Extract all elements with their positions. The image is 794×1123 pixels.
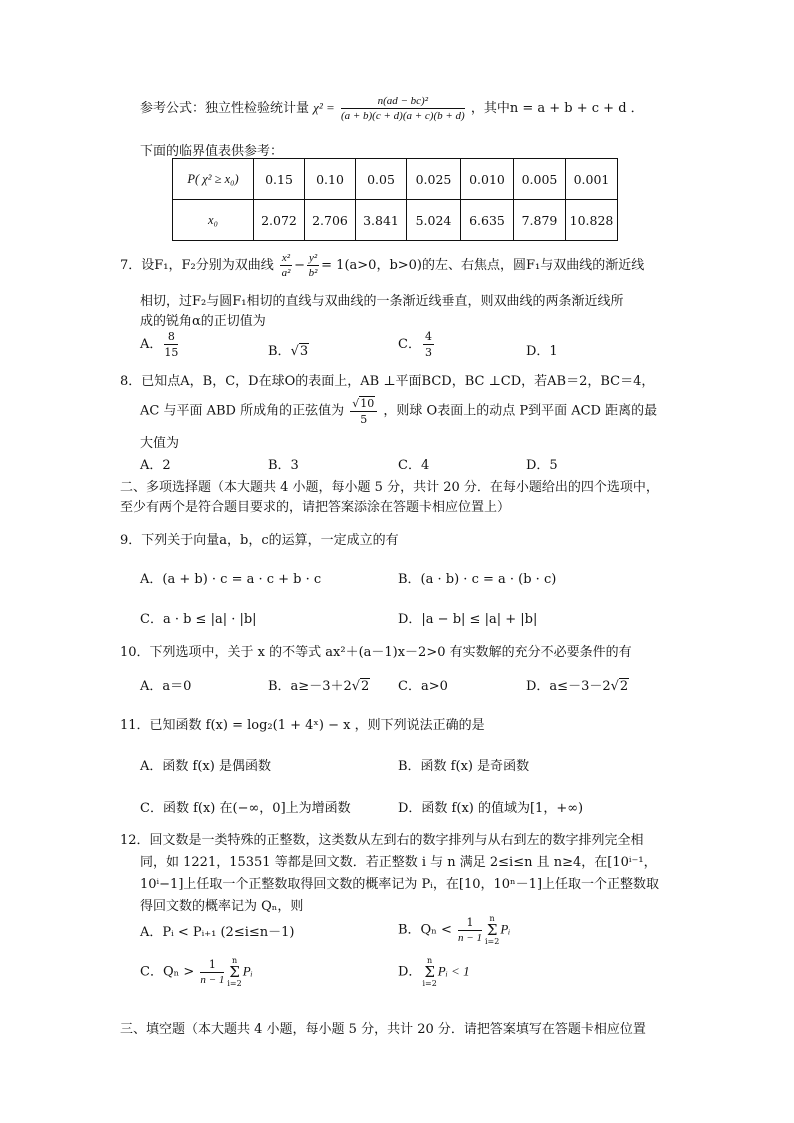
sum-term: Pᵢ bbox=[500, 921, 511, 937]
option-text: B．Qₙ < bbox=[398, 922, 452, 938]
option-text: D．a≤－3－2 bbox=[526, 679, 611, 694]
q7-option-b: B．√3 bbox=[268, 344, 309, 359]
section3-heading: 三、填空题（本大题共 4 小题，每小题 5 分，共计 20 分．请把答案填写在答题卡相应位置 bbox=[120, 1022, 646, 1037]
q11-option-a: A．函数 f(x) 是偶函数 bbox=[140, 759, 271, 774]
q7-frac-x bbox=[280, 252, 292, 279]
formula-tail: ，其中n = a + b + c + d ． bbox=[470, 101, 644, 116]
q12-option-a: A．Pᵢ < Pᵢ₊₁ (2≤i≤n－1) bbox=[140, 925, 295, 940]
formula-denominator: (a + b)(c + d)(a + c)(b + d) bbox=[340, 110, 465, 122]
q12-option-b bbox=[398, 914, 510, 946]
q8-fraction bbox=[350, 396, 377, 426]
formula-line bbox=[140, 95, 644, 122]
q8-option-a: A．2 bbox=[140, 458, 171, 473]
q12-option-c bbox=[140, 956, 253, 988]
q7-line2: 相切，过F₂与圆F₁相切的直线与双曲线的一条渐近线垂直，则双曲线的两条渐近线所 bbox=[140, 294, 624, 309]
table-intro: 下面的临界值表供参考： bbox=[140, 144, 284, 159]
sigma-glyph: Σ bbox=[424, 963, 435, 981]
option-text: B．a≥－3＋2 bbox=[268, 679, 352, 694]
frac-num: x² bbox=[281, 252, 291, 264]
table-head-p: P( χ² ≥ x₀) bbox=[173, 159, 254, 200]
formula-numerator: n(ad − bc)² bbox=[341, 95, 465, 109]
q7-line1 bbox=[120, 252, 644, 279]
sqrt-radicand: 10 bbox=[360, 397, 375, 410]
sqrt-radicand: 3 bbox=[299, 344, 309, 359]
sum-bottom: i=2 bbox=[422, 979, 437, 988]
table-cell: 5.024 bbox=[407, 200, 461, 241]
sum-top: n bbox=[489, 914, 495, 923]
option-text: C．Qₙ > bbox=[140, 964, 195, 980]
q8-stem-a: AC 与平面 ABD 所成角的正弦值为 bbox=[140, 403, 345, 419]
option-label: C． bbox=[398, 337, 421, 352]
q11-stem: 11．已知函数 f(x) = log₂(1 + 4ˣ) − x ，则下列说法正确的是 bbox=[120, 718, 485, 733]
sum-top: n bbox=[231, 956, 238, 965]
sqrt-radicand: 2 bbox=[619, 679, 629, 694]
section2-line2: 至少有两个是符合题目要求的，请把答案添涂在答题卡相应位置上） bbox=[120, 500, 511, 515]
q12-line2: 同，如 1221，15351 等都是回文数．若正整数 i 与 n 满足 2≤i≤n 且 n≥4，在[10ⁱ⁻¹， bbox=[140, 855, 657, 870]
formula-lead: 参考公式：独立性检验统计量 bbox=[140, 101, 310, 116]
frac-den: b² bbox=[308, 267, 318, 279]
q11-option-c: C．函数 f(x) 在(−∞，0]上为增函数 bbox=[140, 801, 351, 816]
table-cell: 0.025 bbox=[407, 159, 461, 200]
table-cell: 3.841 bbox=[356, 200, 407, 241]
sum-bottom: i=2 bbox=[484, 937, 500, 946]
frac-num: √10 bbox=[350, 396, 377, 412]
frac-num: y² bbox=[308, 252, 318, 264]
q8-line2 bbox=[140, 396, 657, 426]
q7-line3: 成的锐角α的正切值为 bbox=[140, 314, 266, 329]
q10-option-d: D．a≤－3－2√2 bbox=[526, 679, 629, 694]
q8-option-d: D．5 bbox=[526, 458, 558, 473]
frac-num: 1 bbox=[458, 916, 482, 931]
sum-top: n bbox=[427, 956, 433, 965]
q8-line3: 大值为 bbox=[140, 436, 180, 451]
q9-option-b: B．(a · b) · c = a · (b · c) bbox=[398, 572, 557, 587]
q7-stem-a: 7．设F₁，F₂分别为双曲线 bbox=[120, 258, 274, 273]
option-fraction bbox=[164, 330, 178, 359]
q11-option-b: B．函数 f(x) 是奇函数 bbox=[398, 759, 530, 774]
frac-den: n − 1 bbox=[458, 932, 482, 944]
sigma-glyph: Σ bbox=[486, 921, 498, 939]
option-fraction bbox=[423, 330, 434, 359]
table-cell: 0.005 bbox=[514, 159, 566, 200]
sum-symbol bbox=[227, 956, 241, 988]
critical-value-table bbox=[172, 158, 618, 241]
section2-line1: 二、多项选择题（本大题共 4 小题，每小题 5 分，共计 20 分．在每小题给出的四个选项中， bbox=[120, 480, 659, 495]
q12-line1: 12．回文数是一类特殊的正整数，这类数从左到右的数字排列与从右到左的数字排列完全相 bbox=[120, 833, 644, 848]
q12-line3: 10ⁱ−1]上任取一个正整数取得回文数的概率记为 Pᵢ，在[10，10ⁿ－1]上任取一个正整数取 bbox=[140, 877, 660, 892]
table-cell: 6.635 bbox=[461, 200, 514, 241]
q8-stem-b: ，则球 O表面上的动点 P到平面 ACD 距离的最 bbox=[383, 403, 658, 419]
sigma-glyph: Σ bbox=[229, 963, 240, 981]
q10-option-c: C．a>0 bbox=[398, 679, 448, 694]
frac-num: 1 bbox=[200, 958, 224, 973]
table-cell: 2.706 bbox=[305, 200, 356, 241]
q7-stem-b: = 1(a>0，b>0)的左、右焦点，圆F₁与双曲线的渐近线 bbox=[321, 258, 645, 273]
q12-line4: 得回文数的概率记为 Qₙ，则 bbox=[140, 899, 304, 914]
option-fraction bbox=[200, 958, 224, 986]
option-fraction bbox=[458, 916, 482, 944]
q12-option-d bbox=[398, 956, 470, 988]
q9-option-c: C．a · b ≤ |a| · |b| bbox=[140, 612, 257, 627]
option-label: A． bbox=[140, 337, 163, 352]
q9-option-a: A．(a + b) · c = a · c + b · c bbox=[140, 572, 322, 587]
sum-term: Pᵢ bbox=[242, 963, 253, 979]
q7-option-c bbox=[398, 330, 436, 359]
q10-option-b: B．a≥－3＋2√2 bbox=[268, 679, 370, 694]
q8-line1: 8．已知点A，B，C，D在球O的表面上，AB ⊥平面BCD，BC ⊥CD，若AB＝2，BC＝4， bbox=[120, 374, 655, 389]
q7-option-d: D．1 bbox=[526, 344, 558, 359]
table-row bbox=[173, 159, 618, 200]
q11-option-d: D．函数 f(x) 的值域为[1，+∞) bbox=[398, 801, 584, 816]
sum-bottom: i=2 bbox=[227, 979, 242, 988]
table-row bbox=[173, 200, 618, 241]
table-cell: 7.879 bbox=[514, 200, 566, 241]
frac-den: 15 bbox=[164, 346, 179, 359]
sqrt-radicand: 2 bbox=[361, 679, 370, 694]
sum-symbol bbox=[485, 914, 499, 946]
q10-option-a: A．a＝0 bbox=[140, 679, 192, 694]
table-cell: 0.05 bbox=[356, 159, 407, 200]
table-cell: 0.001 bbox=[566, 159, 618, 200]
table-cell: 2.072 bbox=[254, 200, 305, 241]
q9-stem: 9．下列关于向量a，b，c的运算，一定成立的有 bbox=[120, 533, 399, 548]
sum-symbol bbox=[422, 956, 436, 988]
q8-option-c: C．4 bbox=[398, 458, 430, 473]
option-label: B． bbox=[268, 344, 291, 359]
q7-option-a bbox=[140, 330, 180, 359]
q7-frac-y bbox=[307, 252, 319, 279]
frac-den: 5 bbox=[360, 413, 368, 426]
frac-den: n − 1 bbox=[200, 974, 225, 986]
frac-num: 8 bbox=[164, 330, 178, 345]
q9-option-d: D．|a − b| ≤ |a| + |b| bbox=[398, 612, 538, 627]
q10-stem: 10．下列选项中，关于 x 的不等式 ax²＋(a－1)x－2>0 有实数解的充分不必要条件的有 bbox=[120, 645, 632, 660]
frac-den: 3 bbox=[424, 346, 432, 359]
option-text: Pᵢ < 1 bbox=[437, 963, 470, 979]
table-cell: 0.010 bbox=[461, 159, 514, 200]
chi-lhs: χ² = bbox=[313, 100, 335, 115]
table-cell: 10.828 bbox=[566, 200, 618, 241]
formula-fraction bbox=[341, 95, 465, 122]
minus-sign: − bbox=[294, 258, 305, 273]
table-cell: 0.15 bbox=[254, 159, 305, 200]
option-label: D． bbox=[398, 964, 422, 980]
frac-num: 4 bbox=[424, 330, 432, 343]
q8-option-b: B．3 bbox=[268, 458, 299, 473]
table-head-x: x₀ bbox=[173, 200, 254, 241]
frac-den: a² bbox=[281, 267, 291, 279]
table-cell: 0.10 bbox=[305, 159, 356, 200]
